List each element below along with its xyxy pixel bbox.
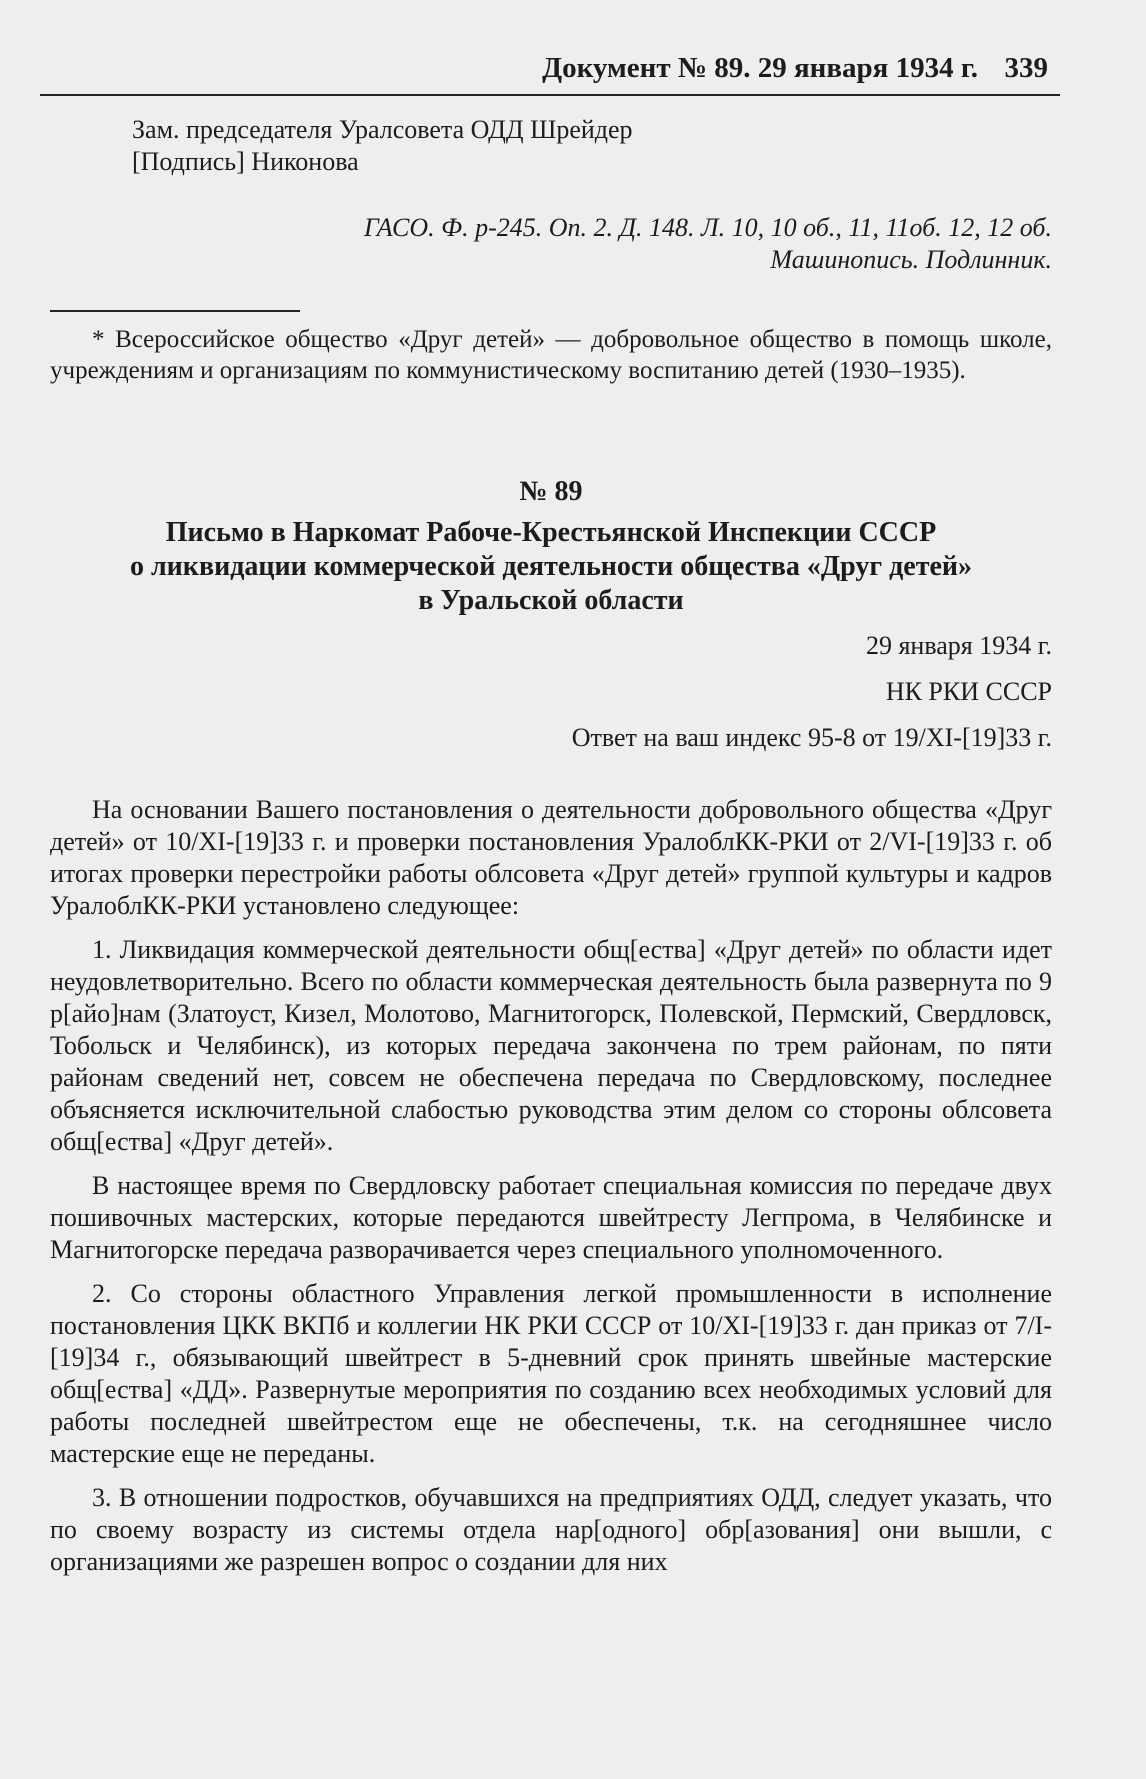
running-title: Документ № 89. 29 января 1934 г. — [542, 52, 978, 84]
signature-block — [132, 114, 1134, 178]
signature-line-2: [Подпись] Никонова — [132, 147, 359, 176]
footnote-divider — [50, 310, 300, 312]
signature-line-1: Зам. председателя Уралсовета ОДД Шрейдер — [132, 115, 633, 144]
document-addressee: НК РКИ СССР — [885, 677, 1052, 706]
body-paragraph: В настоящее время по Свердловску работает специальная комиссия по передаче двух пошивочных мастерских, которые передаются швейтресту Легпрома, в Челябинске и Магнитогорске передача разворачивается через специального уполномоченного. — [50, 1171, 1052, 1264]
body-paragraph: На основании Вашего постановления о деятельности добровольного общества «Друг детей» от 10/XI-[19]33 г. и проверки постановления УралоблКК-РКИ от 2/VI-[19]33 г. об итогах проверки перестройки работы облсовета «Друг детей» группой культуры и кадров УралоблКК-РКИ установлено следующее: — [50, 795, 1052, 920]
footnote: * Всероссийское общество «Друг детей» — добровольное общество в помощь школе, учреждениям и организациям по коммунистическому воспитанию детей (1930–1935). — [50, 326, 1052, 384]
body-paragraph: 1. Ликвидация коммерческой деятельности общ[ества] «Друг детей» по области идет неудовлетворительно. Всего по области коммерческая деятельность была развернута по 9 р[айо]нам (Златоуст, Кизел, Молотово, Магнитогорск, Полевской, Пермский, Свердловск, Тобольск и Челябинск), из которых передача закончена по трем районам, по пяти районам сведений нет, совсем не обеспечена передача по Свердловскому, последнее объясняется исключительной слабостью руководства этим делом со стороны облсовета общ[ества] «Друг детей». — [50, 935, 1052, 1156]
document-title-line-2: о ликвидации коммерческой деятельности общества «Друг детей» — [129, 551, 973, 582]
running-header — [40, 52, 1060, 96]
body-paragraph: 2. Со стороны областного Управления легкой промышленности в исполнение постановления ЦКК ВКПб и коллегии НК РКИ СССР от 10/XI-[19]33 г. дан приказ от 7/I-[19]34 г., обязывающий швейтрест в 5-дневний срок принять швейные мастерские общ[ества] «ДД». Развернутые мероприятия по созданию всех необходимых условий для работы последней швейтрестом еще не обеспечены, т.к. на сегодняшнее число мастерские еще не переданы. — [50, 1279, 1052, 1468]
document-title-line-3: в Уральской области — [418, 585, 684, 616]
document-number: № 89 — [519, 476, 583, 507]
body-paragraph: 3. В отношении подростков, обучавшихся на предприятиях ОДД, следует указать, что по своему возрасту из системы отдела нар[одного] обр[азования] они вышли, с организациями же разрешен вопрос о создании для них — [50, 1483, 1052, 1576]
archive-reference-line-2: Машинопись. Подлинник. — [770, 245, 1052, 274]
letter-body — [50, 794, 1052, 1590]
archive-reference-line-1: ГАСО. Ф. р-245. Оп. 2. Д. 148. Л. 10, 10 об., 11, 11об. 12, 12 об. — [363, 213, 1052, 242]
archive-reference — [50, 212, 1052, 276]
document-date: 29 января 1934 г. — [865, 631, 1052, 660]
document-meta — [50, 630, 1052, 768]
page-number: 339 — [1004, 52, 1048, 84]
document-title-line-1: Письмо в Наркомат Рабоче-Крестьянской Инспекции СССР — [165, 517, 937, 548]
document-title — [50, 516, 1052, 618]
reply-reference: Ответ на ваш индекс 95-8 от 19/XI-[19]33 г. — [571, 723, 1052, 752]
